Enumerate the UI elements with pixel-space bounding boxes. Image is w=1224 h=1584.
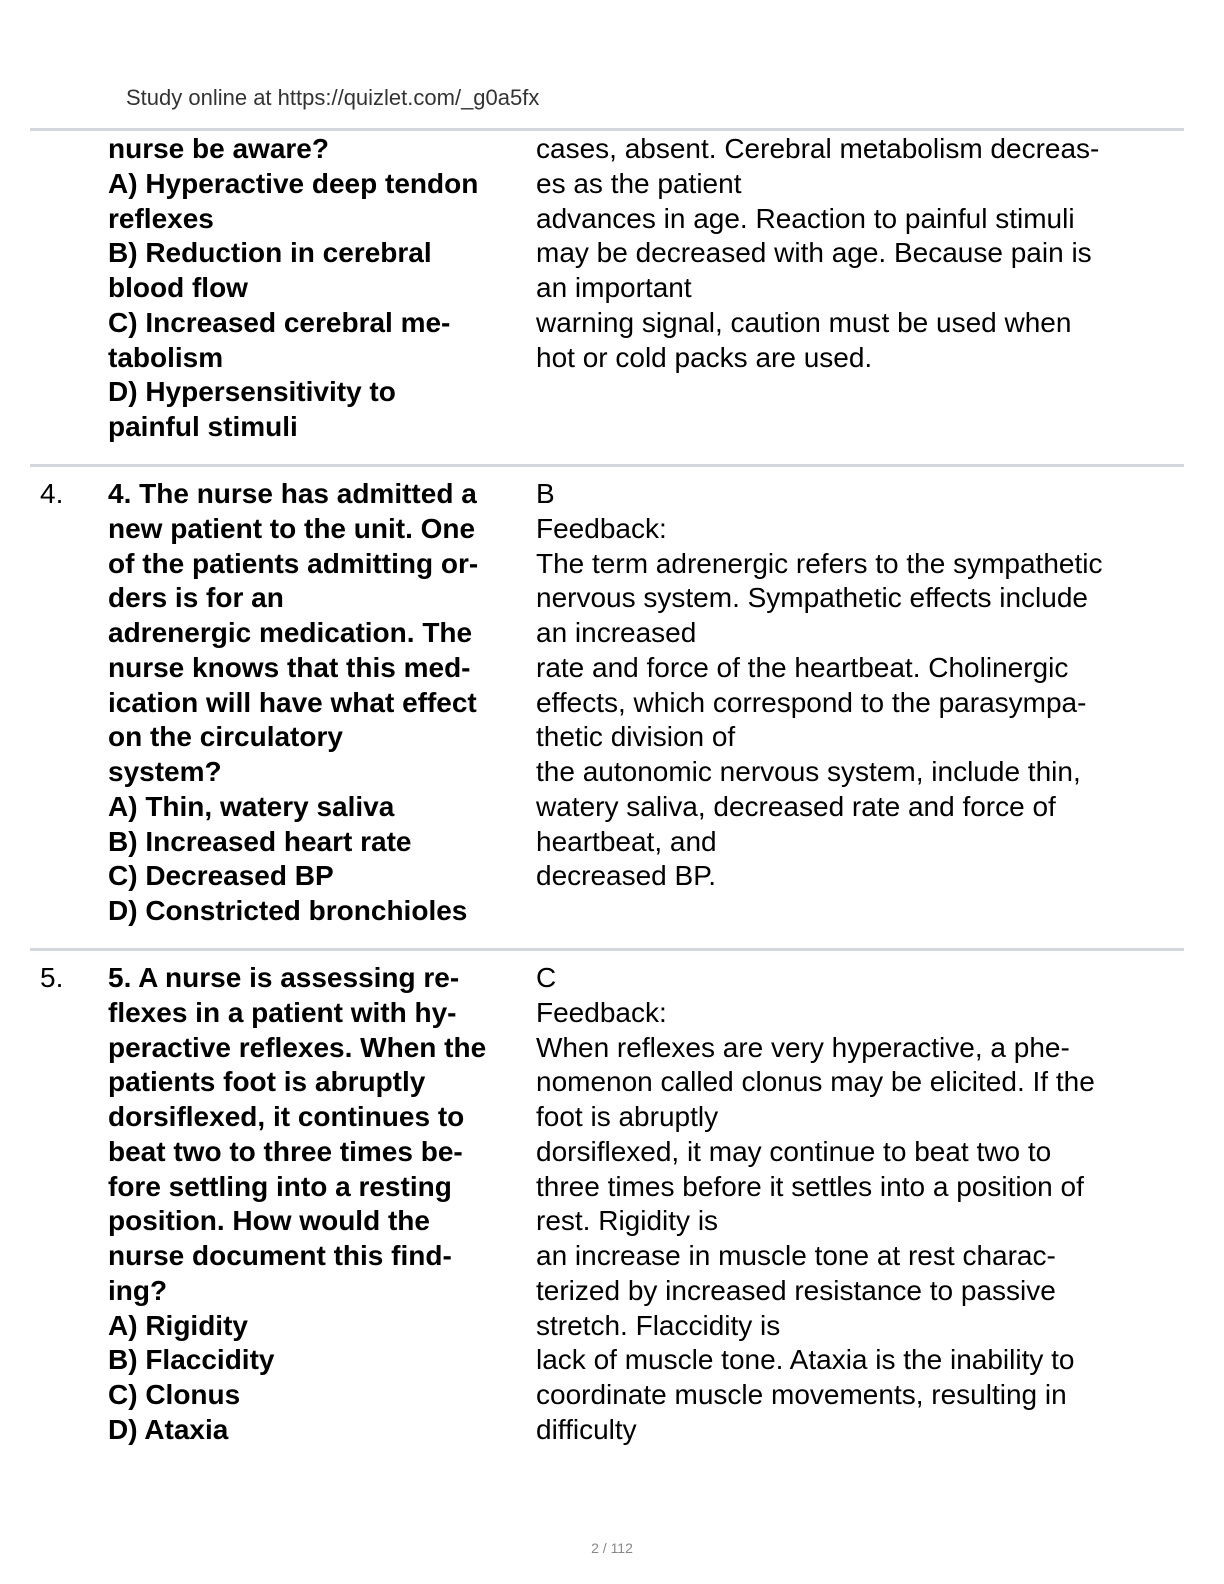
answer-line: heartbeat, and [536,825,717,857]
answer-line: three times before it settles into a position of [536,1170,1084,1202]
answer-line: coordinate muscle movements, resulting in [536,1379,1067,1410]
card-number: 4. [40,478,64,509]
question-line: A) Thin, watery saliva [108,790,395,822]
answer-line: lack of muscle tone. Ataxia is the inability to [536,1344,1075,1376]
question-line: 4. The nurse has admitted a [108,478,477,509]
answer-line: hot or cold packs are used. [536,341,873,373]
question-line: patients foot is abruptly [108,1066,426,1098]
question-line: A) Hyperactive deep tendon [108,167,479,199]
answer-line: es as the patient [536,167,742,199]
question-line: blood flow [108,272,248,303]
answer-line: dorsiflexed, it may continue to beat two to [536,1135,1052,1167]
question-line: beat two to three times be- [108,1135,463,1167]
question-line: ication will have what effect [108,686,477,718]
answer-line: effects, which correspond to the parasympa- [536,686,1087,718]
question-line: C) Decreased BP [108,860,334,892]
answer-line: rest. Rigidity is [536,1205,719,1237]
answer-line: advances in age. Reaction to painful stimuli [536,202,1075,234]
question-line: fore settling into a resting [108,1170,452,1202]
page-indicator: 2 / 112 [591,1540,633,1556]
question-line: dorsiflexed, it continues to [108,1101,465,1132]
answer-text [536,961,1196,1448]
question-line: nurse document this find- [108,1240,452,1271]
answer-line: warning signal, caution must be used when [536,306,1072,338]
answer-line: an increased [536,617,697,648]
answer-text [536,132,1196,375]
question-line: nurse be aware? [108,133,329,164]
question-text [108,961,528,1448]
question-line: 5. A nurse is assessing re- [108,962,460,993]
answer-line: Feedback: [536,512,667,544]
question-line: D) Constricted bronchioles [108,895,468,926]
study-online-header [126,85,726,124]
question-line: of the patients admitting or- [108,547,479,579]
study-online-text: Study online at https://quizlet.com/_g0a5fx [126,85,540,110]
question-line: peractive reflexes. When the [108,1031,487,1063]
row-divider [30,948,1184,951]
card-number: 5. [40,962,64,993]
answer-text [536,477,1196,894]
question-line: adrenergic medication. The [108,617,473,648]
answer-line: may be decreased with age. Because pain is [536,237,1092,269]
answer-line: watery saliva, decreased rate and force of [536,790,1056,822]
answer-line: foot is abruptly [536,1101,719,1132]
question-line: ing? [108,1274,168,1306]
question-line: nurse knows that this med- [108,651,471,683]
question-line: C) Clonus [108,1379,241,1410]
question-line: D) Hypersensitivity to [108,376,396,408]
question-line: B) Reduction in cerebral [108,237,432,269]
question-line: system? [108,756,222,787]
question-line: C) Increased cerebral me- [108,306,451,338]
question-text [108,477,528,929]
answer-line: nervous system. Sympathetic effects include [536,582,1088,614]
answer-line: the autonomic nervous system, include thin, [536,756,1081,787]
answer-line: B [536,478,555,509]
question-line: reflexes [108,202,214,234]
row-divider [30,464,1184,467]
question-line: D) Ataxia [108,1413,229,1445]
answer-line: terized by increased resistance to passive [536,1274,1056,1306]
question-line: A) Rigidity [108,1309,248,1341]
answer-line: The term adrenergic refers to the sympathetic [536,547,1103,579]
row-divider [30,128,1184,131]
answer-line: decreased BP. [536,860,717,892]
answer-line: When reflexes are very hyperactive, a phe- [536,1031,1070,1063]
question-line: tabolism [108,341,224,373]
answer-line: an important [536,272,692,303]
question-line: new patient to the unit. One [108,512,476,544]
answer-line: Feedback: [536,996,667,1028]
question-line: B) Increased heart rate [108,825,412,857]
answer-line: thetic division of [536,721,736,753]
question-line: B) Flaccidity [108,1344,275,1376]
answer-line: stretch. Flaccidity is [536,1309,781,1341]
question-line: ders is for an [108,582,284,614]
question-line: flexes in a patient with hy- [108,996,457,1028]
answer-line: difficulty [536,1413,637,1445]
question-text [108,132,528,445]
question-line: on the circulatory [108,721,343,753]
question-line: position. How would the [108,1205,430,1237]
answer-line: C [536,962,557,993]
question-line: painful stimuli [108,411,298,442]
answer-line: an increase in muscle tone at rest charac- [536,1240,1056,1271]
answer-line: cases, absent. Cerebral metabolism decreas- [536,133,1100,164]
answer-line: rate and force of the heartbeat. Cholinergic [536,651,1069,683]
answer-line: nomenon called clonus may be elicited. If the [536,1066,1095,1098]
